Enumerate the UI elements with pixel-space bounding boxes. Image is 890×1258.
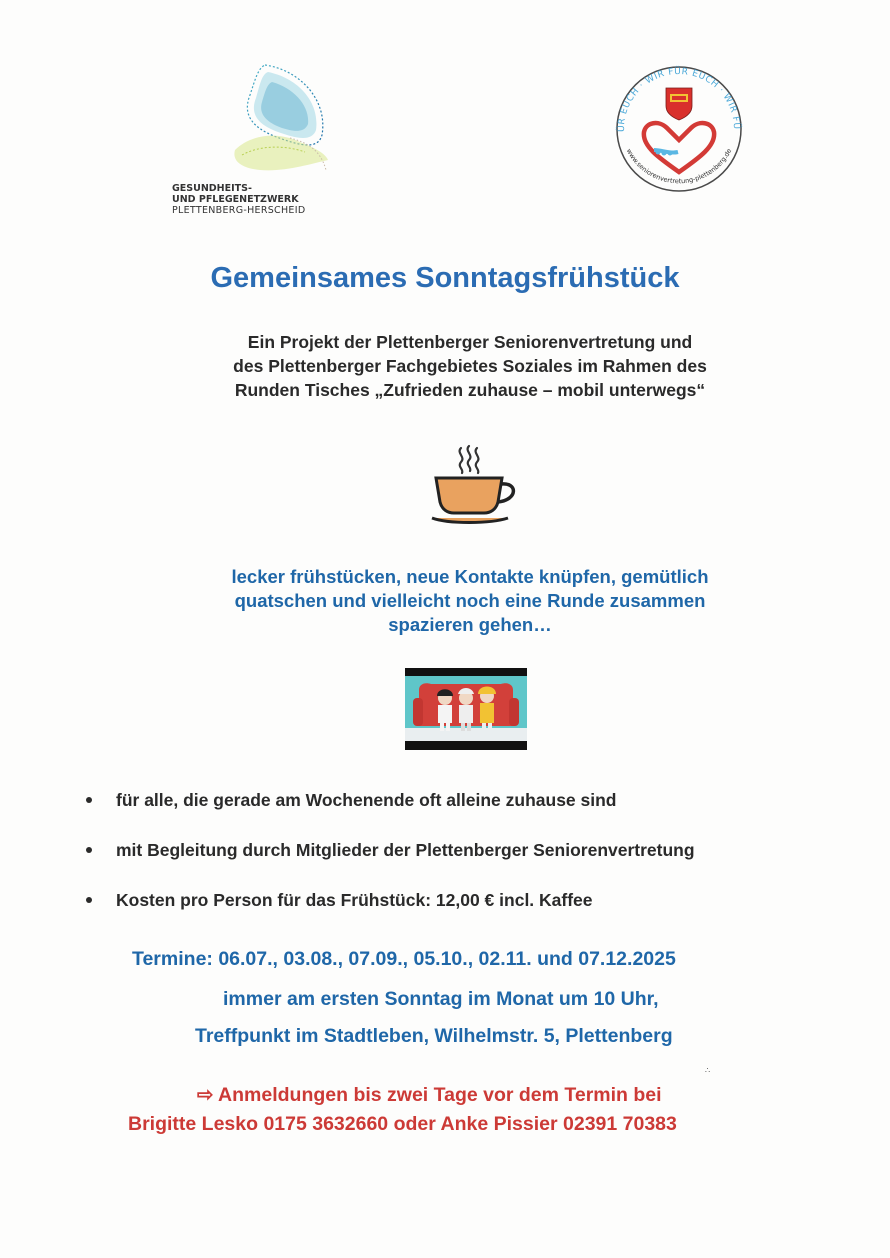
- org-line-1: GESUNDHEITS-: [172, 183, 252, 194]
- list-item: [86, 788, 695, 838]
- tagline-line: spazieren gehen…: [388, 614, 552, 635]
- scan-speck: ∴: [705, 1066, 711, 1075]
- seniors-on-sofa-illustration: [405, 668, 527, 750]
- intro-line: Runden Tisches „Zufrieden zuhause – mobil unterwegs“: [234, 380, 706, 400]
- list-item-text: mit Begleitung durch Mitglieder der Plettenberger Seniorenvertretung: [116, 840, 695, 860]
- tagline: [0, 565, 890, 637]
- bullet-icon: [86, 847, 92, 853]
- contacts-line: Brigitte Lesko 0175 3632660 oder Anke Pissier 02391 70383: [128, 1113, 677, 1135]
- seniorenvertretung-seal: [604, 54, 754, 204]
- intro-line: des Plettenberger Fachgebietes Soziales im Rahmen des: [233, 356, 707, 376]
- list-item-text: Kosten pro Person für das Frühstück: 12,00 € incl. Kaffee: [116, 890, 593, 910]
- time-line: immer am ersten Sonntag im Monat um 10 Uhr,: [223, 988, 659, 1010]
- coffee-cup-icon: [428, 442, 523, 529]
- coat-of-arms-icon: [666, 88, 692, 120]
- bullet-icon: [86, 797, 92, 803]
- intro-text: [0, 330, 890, 402]
- org-line-2: UND PFLEGENETZWERK: [172, 194, 299, 205]
- location-line: Treffpunkt im Stadtleben, Wilhelmstr. 5, Plettenberg: [195, 1025, 673, 1047]
- list-item-text: für alle, die gerade am Wochenende oft alleine zuhause sind: [116, 790, 617, 810]
- seal-top-text: ÜR EUCH · WIR FÜR EUCH · WIR FÜ: [616, 66, 742, 133]
- intro-line: Ein Projekt der Plettenberger Seniorenvertretung und: [247, 332, 693, 352]
- network-wave-icon: [230, 60, 330, 180]
- svg-text:www.seniorenvertretung-pletten: [625, 147, 733, 185]
- list-item: [86, 838, 695, 888]
- list-item: [86, 888, 695, 938]
- info-list: [86, 788, 695, 938]
- bullet-icon: [86, 897, 92, 903]
- tagline-line: quatschen und vielleicht noch eine Runde zusammen: [234, 590, 706, 611]
- dates-line: Termine: 06.07., 03.08., 07.09., 05.10., 02.11. und 07.12.2025: [132, 948, 676, 970]
- org-name: [172, 183, 305, 216]
- registration-line: ⇨ Anmeldungen bis zwei Tage vor dem Termin bei: [197, 1084, 662, 1106]
- tagline-line: lecker frühstücken, neue Kontakte knüpfen, gemütlich: [231, 566, 709, 587]
- heart-hands-icon: [644, 123, 714, 172]
- org-line-3: PLETTENBERG-HERSCHEID: [172, 205, 306, 216]
- page-title: Gemeinsames Sonntagsfrühstück: [210, 262, 680, 294]
- seal-url: www.seniorenvertretung-plettenberg.de: [624, 147, 734, 186]
